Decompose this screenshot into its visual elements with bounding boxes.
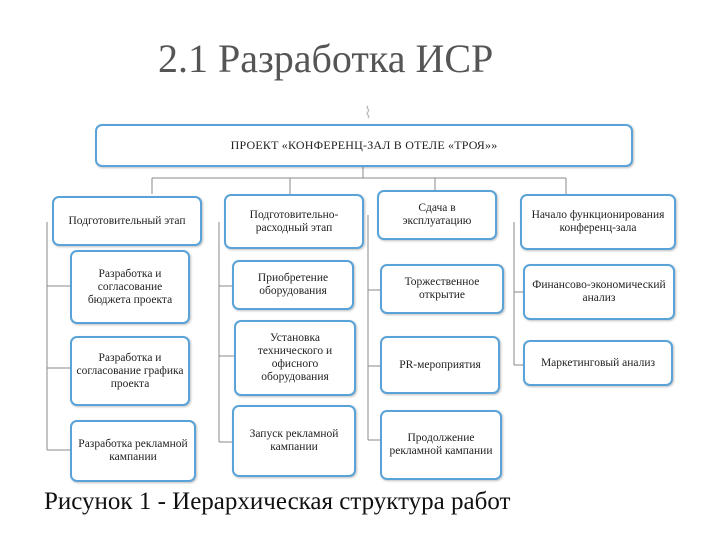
wbs-task-ad-campaign-launch: Запуск рекламной кампании <box>232 405 356 477</box>
wbs-task-financial-analysis: Финансово-экономический анализ <box>523 264 675 320</box>
wbs-task-grand-opening: Торжественное открытие <box>380 264 504 314</box>
wbs-root-project: ПРОЕКТ «КОНФЕРЕНЦ-ЗАЛ В ОТЕЛЕ «ТРОЯ»» <box>95 124 633 167</box>
wbs-task-schedule: Разработка и согласование графика проекта <box>70 336 190 406</box>
wbs-phase-preparatory: Подготовительный этап <box>52 196 202 246</box>
wbs-task-budget: Разработка и согласование бюджета проекта <box>70 250 190 324</box>
figure-caption: Рисунок 1 - Иерархическая структура работ <box>44 488 511 515</box>
wbs-task-equipment-purchase: Приобретение оборудования <box>232 260 354 310</box>
wbs-task-ad-campaign-continue: Продолжение рекламной кампании <box>380 410 502 480</box>
wbs-task-ad-campaign-plan: Разработка рекламной кампании <box>70 420 196 482</box>
slide-title: 2.1 Разработка ИСР <box>158 36 494 81</box>
wbs-phase-commissioning: Сдача в эксплуатацию <box>377 190 497 240</box>
wbs-phase-operation-start: Начало функционирования конференц-зала <box>520 194 676 250</box>
slide-decoration-mark: ⌇ <box>364 105 372 122</box>
wbs-phase-expenditure: Подготовительно-расходный этап <box>224 194 364 249</box>
wbs-task-equipment-install: Установка технического и офисного оборудования <box>234 320 356 396</box>
wbs-task-marketing-analysis: Маркетинговый анализ <box>523 340 673 386</box>
wbs-task-pr-events: PR-мероприятия <box>380 336 500 394</box>
